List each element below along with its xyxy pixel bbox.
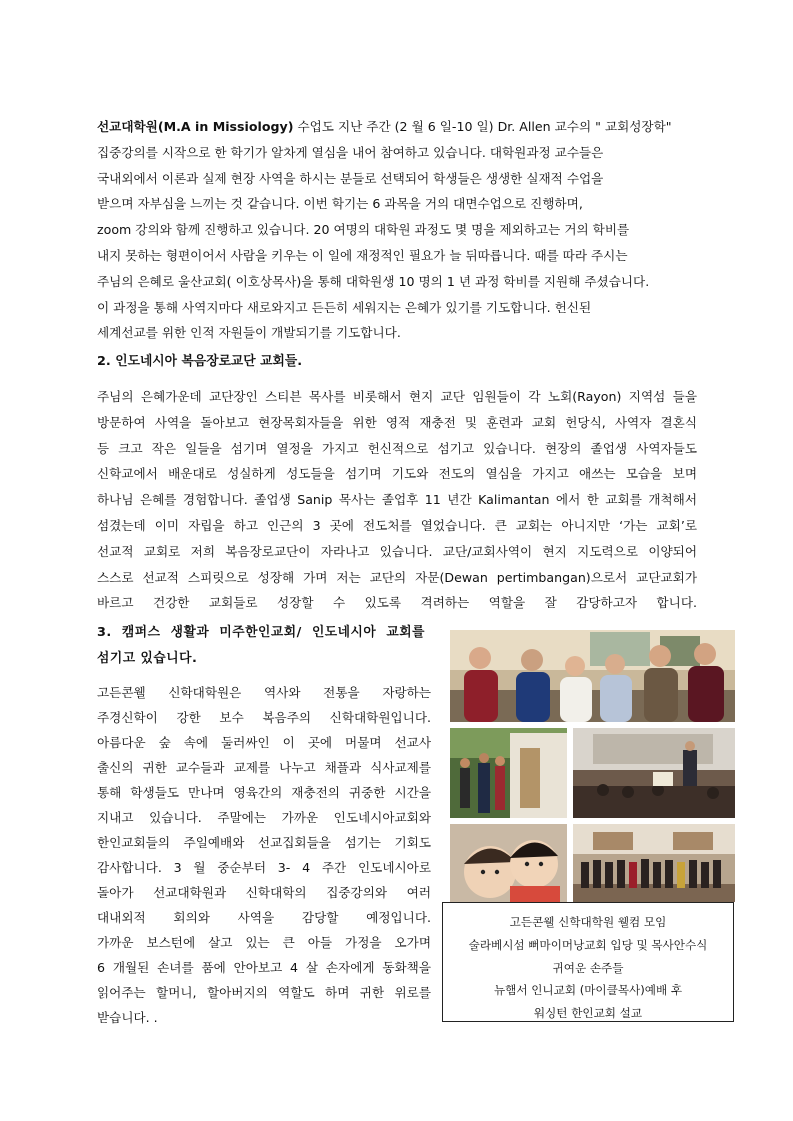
paragraph-line: 바르고 건강한 교회들로 성장할 수 있도록 격려하는 역할을 잘 감당하고자 합니다. (97, 595, 697, 611)
caption-line: 워싱턴 한인교회 설교 (533, 1006, 643, 1021)
paragraph-line: 읽어주는 할머니, 할아버지의 역할도 하며 귀한 위로를 (97, 985, 431, 1000)
caption-line: 귀여운 손주들 (552, 960, 624, 975)
section-2-heading: 2. 인도네시아 복음장로교단 교회들. (97, 354, 303, 369)
paragraph-line: 출신의 귀한 교수들과 교제를 나누고 채플과 식사교제를 (97, 760, 431, 775)
missiology-title: 선교대학원(M.A in Missiology) (97, 119, 294, 134)
photo-caption-box (442, 902, 734, 1022)
paragraph-line: 세계선교를 위한 인적 자원들이 개발되기를 기도합니다. (97, 325, 401, 341)
paragraph-line: 집중강의를 시작으로 한 학기가 알차게 열심을 내어 참여하고 있습니다. 대학원과정 교수들은 (97, 144, 604, 160)
paragraph-line: 선교대학원(M.A in Missiology) 수업도 지난 주간 (2 월 6 일-10 일) Dr. Allen 교수의 " 교회성장학" (97, 119, 672, 134)
paragraph-line: zoom 강의와 함께 진행하고 있습니다. 20 여명의 대학원 과정도 몇 명을 제외하고는 거의 학비를 (97, 222, 630, 238)
church-service-photo (573, 728, 735, 818)
indonesia-church-paragraph (97, 384, 697, 616)
paragraph-line: 한인교회들의 주일예배와 선교집회들을 섬기는 기회도 (97, 835, 431, 850)
paragraph-line: 가까운 보스턴에 살고 있는 큰 아들 가정을 오가며 (97, 935, 431, 950)
caption-line: 뉴햄서 인니교회 (마이클목사)예배 후 (493, 983, 683, 998)
welcome-gathering-photo (450, 630, 735, 722)
paragraph-line: 받으며 자부심을 느끼는 것 같습니다. 이번 학기는 6 과목을 거의 대면수업으로 진행하며, (97, 196, 583, 212)
paragraph-line: 내지 못하는 형편이어서 사람을 키우는 이 일에 재정적인 필요가 늘 뒤따릅니다. 때를 따라 주시는 (97, 247, 628, 263)
paragraph-line: 주경신학이 강한 보수 복음주의 신학대학원입니다. (97, 710, 431, 725)
paragraph-line: 섬겼는데 이미 자립을 하고 인근의 3 곳에 전도처를 열었습니다. 큰 교회는 아니지만 ‘가는 교회’로 (97, 517, 697, 533)
paragraph-line: 돌아가 선교대학원과 신학대학의 집중강의와 여러 (97, 885, 431, 900)
paragraph-line: 국내외에서 이론과 실제 현장 사역을 하시는 분들로 선택되어 학생들은 생생한 실재적 수업을 (97, 170, 604, 186)
paragraph-line: 방문하여 사역을 돌아보고 현장목회자들을 위한 영적 재충전 및 훈련과 교회 헌당식, 사역자 결혼식 (97, 414, 697, 430)
caption-line: 술라베시섬 뻐마이머낭교회 입당 및 목사안수식 (468, 937, 708, 952)
paragraph-line: 주님의 은혜로 울산교회( 이호상목사)을 통해 대학원생 10 명의 1 년 과정 학비를 지원해 주셨습니다. (97, 273, 650, 289)
grandchildren-photo (450, 824, 567, 902)
paragraph-line: 이 과정을 통해 사역지마다 새로와지고 든든히 세워지는 은혜가 있기를 기도합니다. 헌신된 (97, 299, 592, 315)
paragraph-line: 6 개월된 손녀를 품에 안아보고 4 살 손자에게 동화책을 (97, 960, 431, 975)
paragraph-line: 신학교에서 배운대로 성실하게 성도들을 섬기며 기도와 전도의 열심을 가지고 애쓰는 모습을 보며 (97, 466, 697, 482)
paragraph-line: 선교적 교회로 저희 복음장로교단이 자라나고 있습니다. 교단/교회사역이 현지 지도력으로 이양되어 (97, 543, 697, 559)
paragraph-line: 등 크고 작은 일들을 섬기며 열정을 가지고 헌신적으로 섬기고 있습니다. 현장의 졸업생 사역자들도 (97, 440, 697, 456)
paragraph-line: 아름다운 숲 속에 둘러싸인 이 곳에 머물며 선교사 (97, 735, 431, 750)
congregation-photo (573, 824, 735, 902)
paragraph-line: 고든콘웰 신학대학원은 역사와 전통을 자랑하는 (97, 685, 431, 700)
caption-line: 고든콘웰 신학대학원 웰컴 모임 (509, 915, 667, 929)
paragraph-line: 감사합니다. 3 월 중순부터 3- 4 주간 인도네시아로 (97, 860, 431, 875)
missiology-paragraph (97, 114, 697, 346)
church-dedication-photo (450, 728, 567, 818)
paragraph-line: 대내외적 회의와 사역을 감당할 예정입니다. (97, 910, 431, 925)
paragraph-line: 통해 학생들도 만나며 영육간의 재충전의 귀중한 시간을 (97, 785, 431, 800)
paragraph-line: 스스로 선교적 스피릿으로 성장해 가며 저는 교단의 자문(Dewan pertimbangan)으로서 교단교회가 (97, 569, 697, 585)
section-3-heading: 3. 캠퍼스 생활과 미주한인교회/ 인도네시아 교회를 섬기고 있습니다. (97, 625, 425, 666)
campus-life-paragraph (97, 680, 431, 1030)
paragraph-line: 주님의 은혜가운데 교단장인 스티븐 목사를 비롯해서 현지 교단 임원들이 각 노회(Rayon) 지역섬 들을 (97, 389, 697, 404)
paragraph-line: 받습니다. . (97, 1010, 158, 1025)
paragraph-line: 하나님 은혜를 경험합니다. 졸업생 Sanip 목사는 졸업후 11 년간 Kalimantan 에서 한 교회를 개척해서 (97, 492, 697, 508)
paragraph-line: 지내고 있습니다. 주말에는 가까운 인도네시아교회와 (97, 810, 431, 825)
